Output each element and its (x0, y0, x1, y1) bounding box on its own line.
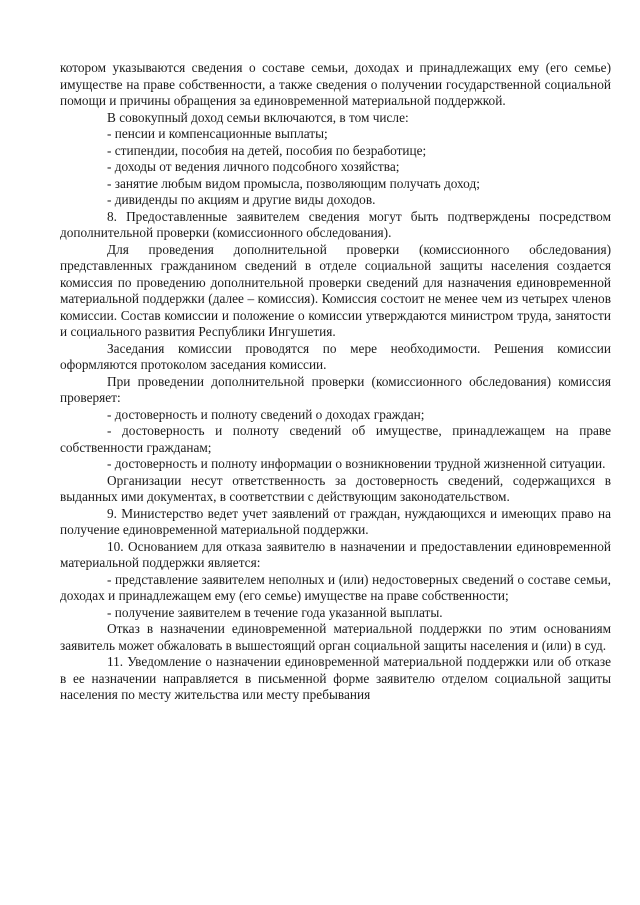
document-body (60, 60, 611, 704)
paragraph: 9. Министерство ведет учет заявлений от граждан, нуждающихся и имеющих право на получение единовременной материальной поддержки. (60, 505, 611, 537)
paragraph: 8. Предоставленные заявителем сведения могут быть подтверждены посредством дополнительной проверки (комиссионного обследования). (60, 208, 611, 240)
paragraph: - пенсии и компенсационные выплаты; (107, 126, 328, 141)
paragraph: - достоверность и полноту информации о возникновении трудной жизненной ситуации. (107, 456, 606, 471)
paragraph: 10. Основанием для отказа заявителю в назначении и предоставлении единовременной материальной поддержки является: (60, 538, 611, 570)
paragraph: - достоверность и полноту сведений о доходах граждан; (107, 406, 425, 422)
paragraph: - доходы от ведения личного подсобного хозяйства; (107, 159, 400, 174)
paragraph: - представление заявителем неполных и (или) недостоверных сведений о составе семьи, доходах и принадлежащем ему (его семье) имуществе на праве собственности; (60, 571, 611, 603)
paragraph: Заседания комиссии проводятся по мере необходимости. Решения комиссии оформляются протоколом заседания комиссии. (60, 340, 611, 372)
paragraph: 11. Уведомление о назначении единовременной материальной поддержки или об отказе в ее назначении направляется в письменной форме заявителю отделом социальной защиты населения по месту жительства или месту пребывания (60, 654, 611, 702)
paragraph: - достоверность и полноту сведений об имуществе, принадлежащем на праве собственности гражданам; (60, 423, 611, 455)
paragraph: - дивиденды по акциям и другие виды доходов. (107, 192, 376, 207)
paragraph: - стипендии, пособия на детей, пособия по безработице; (107, 142, 427, 158)
paragraph: При проведении дополнительной проверки (комиссионного обследования) комиссия проверяет: (60, 373, 611, 405)
paragraph: Организации несут ответственность за достоверность сведений, содержащихся в выданных ими документах, в соответствии с действующим законодательством. (60, 472, 611, 504)
paragraph: Для проведения дополнительной проверки (комиссионного обследования) представленных гражданином сведений в отделе социальной защиты населения создается комиссия по проведению дополнительной проверки сведений для назначения единовременной материальной поддержки (далее – комиссия). Комиссия состоит не менее чем из четырех членов комиссии. Состав комиссии и положение о комиссии утверждаются министром труда, занятости и социального развития Республики Ингушетия. (60, 241, 611, 339)
paragraph: - получение заявителем в течение года указанной выплаты. (107, 604, 443, 620)
paragraph: Отказ в назначении единовременной материальной поддержки по этим основаниям заявитель может обжаловать в вышестоящий орган социальной защиты населения и (или) в суд. (60, 621, 611, 653)
paragraph: котором указываются сведения о составе семьи, доходах и принадлежащих ему (его семье) имуществе на праве собственности, а также сведения о получении государственной социальной помощи и причины обращения за единовременной материальной поддержкой. (60, 60, 611, 108)
paragraph: - занятие любым видом промысла, позволяющим получать доход; (107, 175, 480, 191)
paragraph: В совокупный доход семьи включаются, в том числе: (107, 109, 409, 125)
